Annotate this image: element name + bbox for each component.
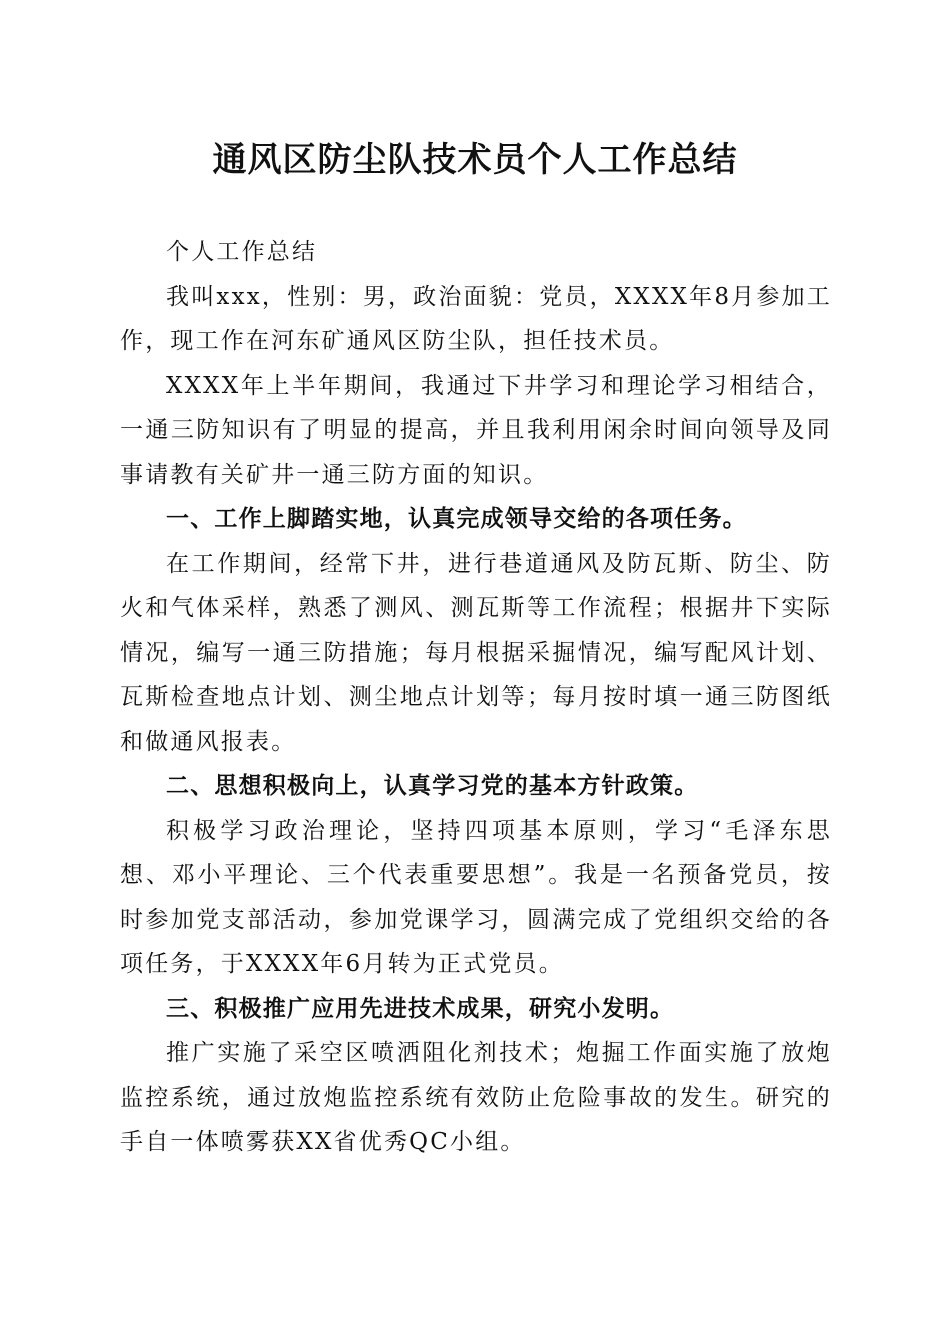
body-paragraph-study: XXXX年上半年期间，我通过下井学习和理论学习相结合，一通三防知识有了明显的提高，并且我利用闲余时间向领导及同事请教有关矿井一通三防方面的知识。 — [120, 372, 832, 488]
body-paragraph-intro: 我叫xxx，性别：男，政治面貌：党员，XXXX年8月参加工作，现工作在河东矿通风区防尘队，担任技术员。 — [120, 283, 832, 354]
body-paragraph-technology: 推广实施了采空区喷洒阻化剂技术；炮掘工作面实施了放炮监控系统，通过放炮监控系统有效防止危险事故的发生。研究的手自一体喷雾获XX省优秀QC小组。 — [120, 1040, 832, 1155]
section-heading-1: 一、工作上脚踏实地，认真完成领导交给的各项任务。 — [166, 506, 747, 532]
section-heading-3: 三、积极推广应用先进技术成果，研究小发明。 — [166, 995, 675, 1022]
document-title: 通风区防尘队技术员个人工作总结 — [212, 140, 738, 180]
body-paragraph-subtitle: 个人工作总结 — [166, 239, 318, 265]
section-heading-2: 二、思想积极向上，认真学习党的基本方针政策。 — [166, 773, 699, 799]
document-body — [120, 230, 832, 1165]
body-paragraph-work: 在工作期间，经常下井，进行巷道通风及防瓦斯、防尘、防火和气体采样，熟悉了测风、测瓦斯等工作流程；根据井下实际情况，编写一通三防措施；每月根据采掘情况，编写配风计划、瓦斯检查地点计划、测尘地点计划等；每月按时填一通三防图纸和做通风报表。 — [120, 550, 832, 755]
body-paragraph-politics: 积极学习政治理论，坚持四项基本原则，学习“毛泽东思想、邓小平理论、三个代表重要思想”。我是一名预备党员，按时参加党支部活动，参加党课学习，圆满完成了党组织交给的各项任务，于XXXX年6月转为正式党员。 — [120, 817, 832, 977]
